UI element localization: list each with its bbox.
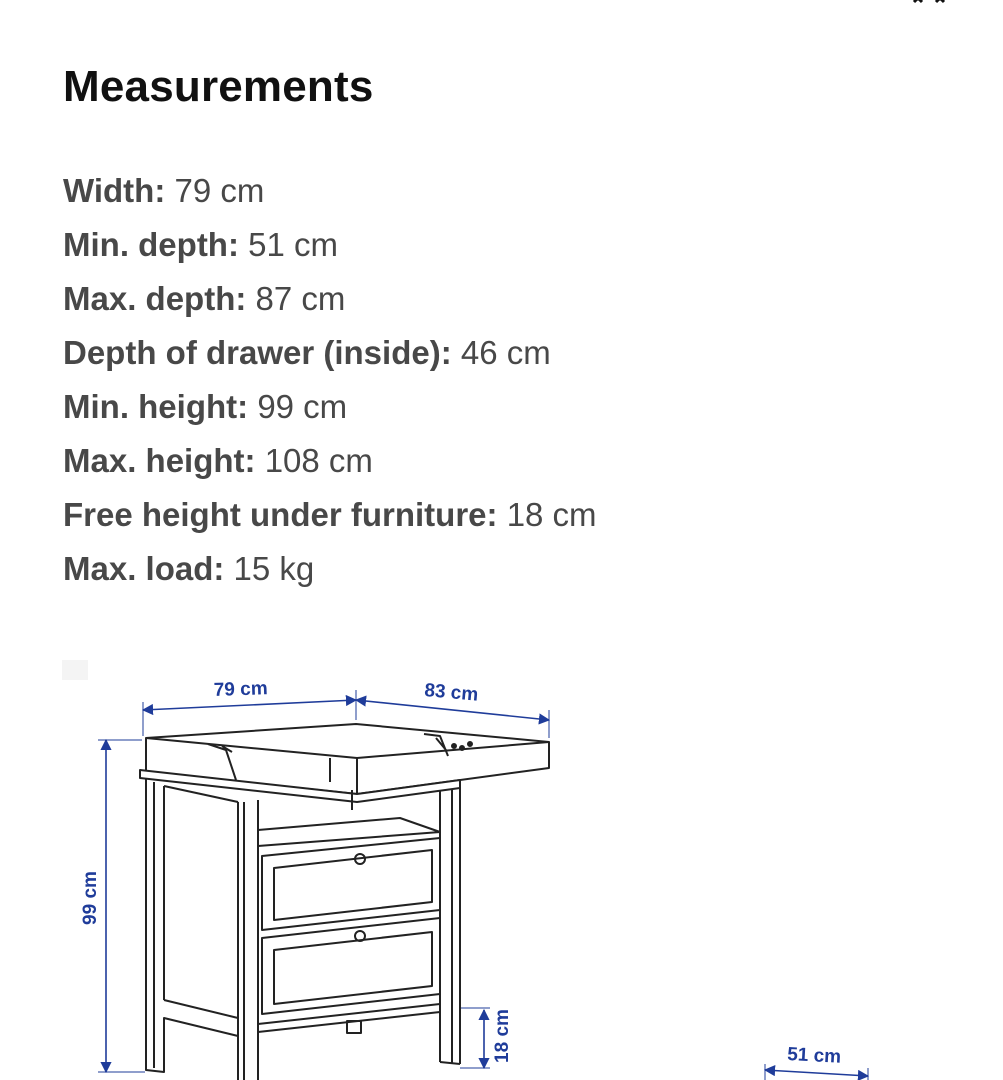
spec-label: Depth of drawer (inside): [63, 334, 452, 371]
spec-row-min-height [63, 380, 597, 434]
spec-row-max-depth [63, 272, 597, 326]
page-title: Measurements [63, 62, 374, 111]
leg-height-dimension-label: 18 cm [492, 1009, 513, 1063]
spec-label: Free height under furniture: [63, 496, 498, 533]
spec-label: Min. height: [63, 388, 249, 425]
width-dimension-label: 79 cm [213, 678, 269, 701]
spec-value: 108 cm [264, 442, 373, 479]
spec-row-free-height [63, 488, 597, 542]
spec-value: 51 cm [248, 226, 339, 263]
changing-table-drawing [140, 724, 549, 1080]
spec-row-width [63, 164, 597, 218]
spec-label: Max. height: [63, 442, 256, 479]
top-depth-dimension-label: 83 cm [423, 680, 480, 706]
spec-value: 99 cm [257, 388, 348, 425]
spec-value: 79 cm [174, 172, 265, 209]
close-icon[interactable] [908, 0, 952, 10]
height-dimension-label: 99 cm [80, 871, 101, 925]
spec-value: 15 kg [233, 550, 315, 587]
spec-value: 18 cm [506, 496, 597, 533]
spec-row-min-depth [63, 218, 597, 272]
dimension-diagram [0, 640, 1003, 1080]
corner-mark [62, 660, 88, 680]
spec-value: 87 cm [255, 280, 346, 317]
side-depth-dimension-label: 51 cm [786, 1044, 842, 1068]
spec-label: Width: [63, 172, 166, 209]
spec-label: Max. load: [63, 550, 225, 587]
spec-value: 46 cm [460, 334, 551, 371]
spec-label: Min. depth: [63, 226, 239, 263]
spec-row-max-height [63, 434, 597, 488]
measurements-list [63, 164, 597, 596]
spec-row-max-load [63, 542, 597, 596]
spec-row-drawer-depth [63, 326, 597, 380]
spec-label: Max. depth: [63, 280, 247, 317]
